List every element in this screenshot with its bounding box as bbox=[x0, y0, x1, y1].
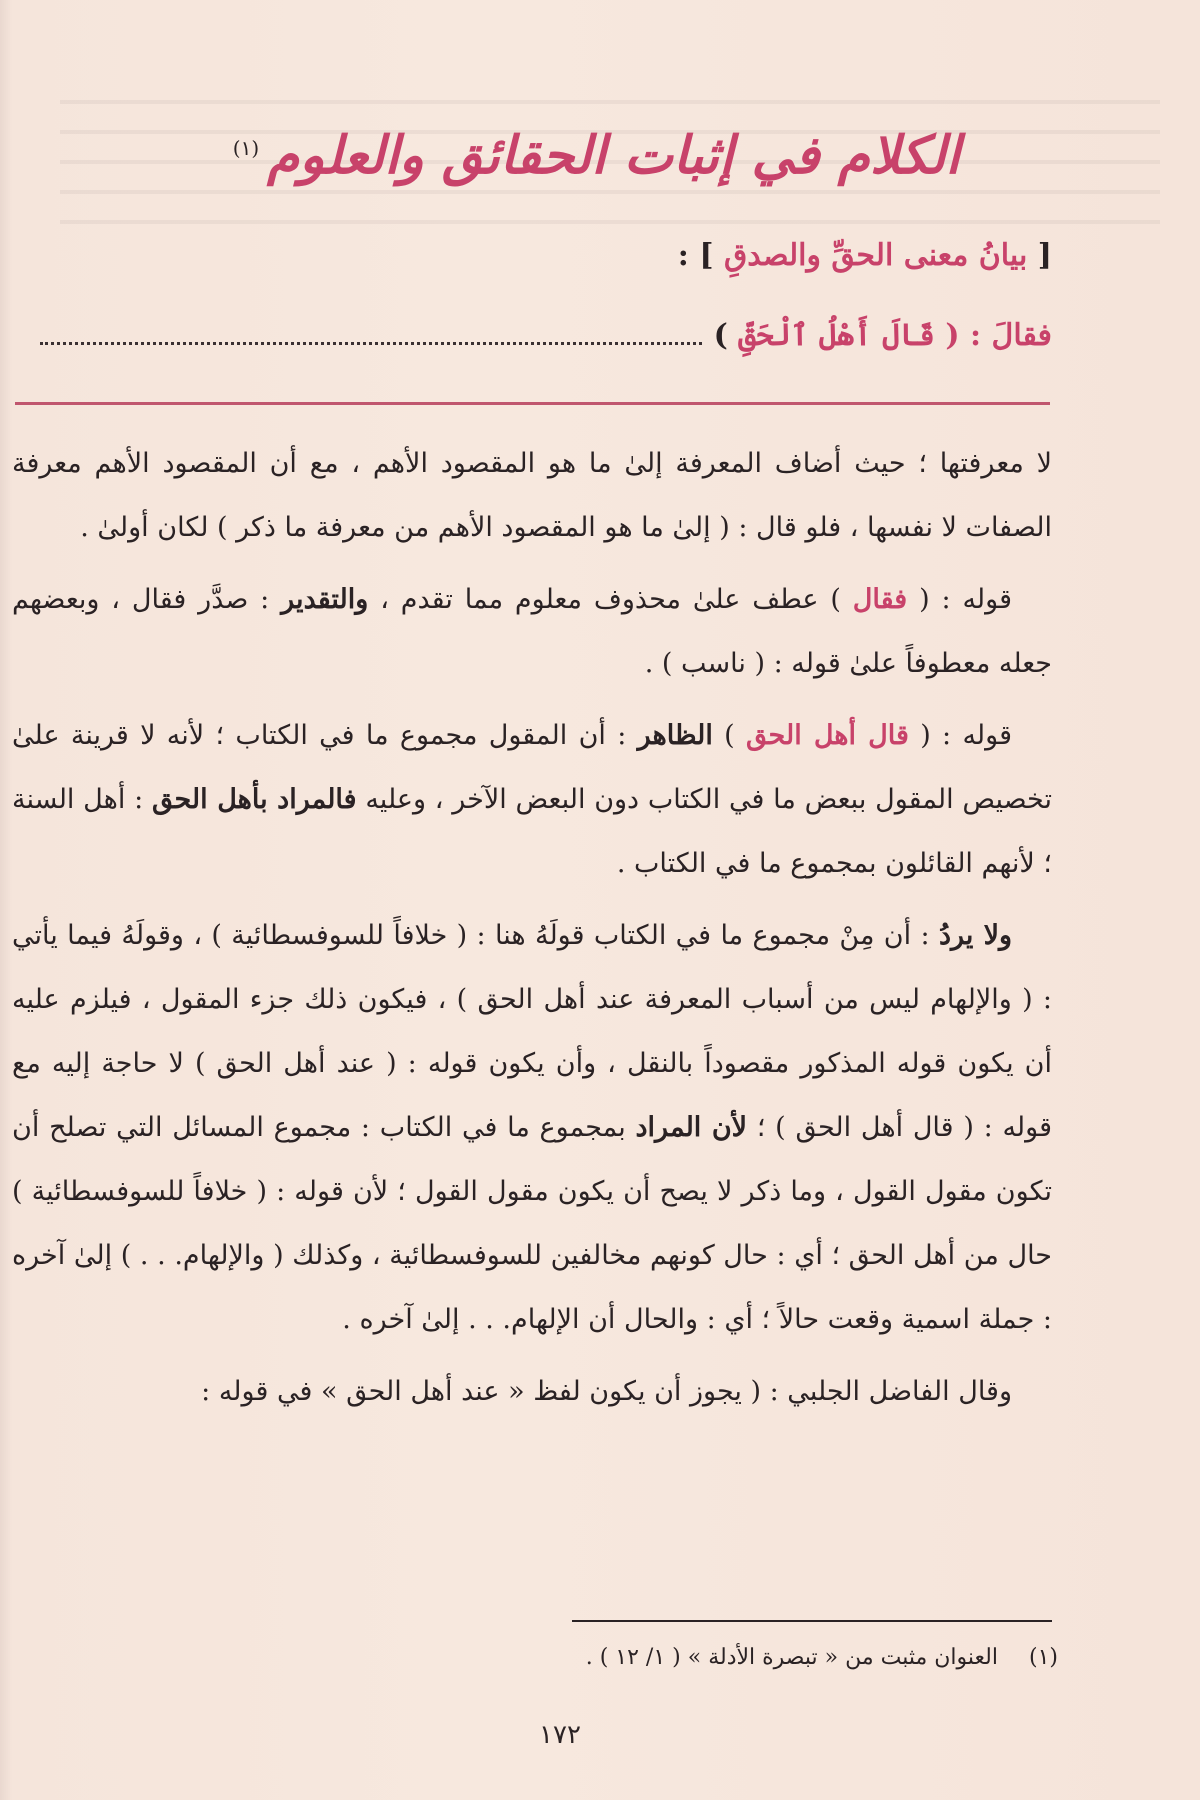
paragraph-p3 bbox=[12, 704, 1052, 896]
section-divider bbox=[15, 402, 1050, 405]
paragraph-p4 bbox=[12, 904, 1052, 1352]
paragraph-p1 bbox=[12, 432, 1052, 560]
heading-open-bracket: [ bbox=[1037, 238, 1052, 273]
matn-prefix: فقالَ : ( bbox=[945, 318, 1052, 353]
heading-text: بيانُ معنى الحقِّ والصدقِ bbox=[723, 238, 1028, 273]
quoted-matn: قال أهل الحق bbox=[746, 720, 909, 751]
paragraph-p2 bbox=[12, 568, 1052, 696]
text-segment: ) bbox=[712, 720, 747, 751]
page-number: ١٧٢ bbox=[539, 1720, 581, 1750]
matn-suffix: ) bbox=[713, 318, 728, 353]
heading-close: ] : bbox=[677, 238, 714, 273]
text-segment: : أهل السنة ؛ لأنهم القائلون بمجموع ما في الكتاب . bbox=[12, 784, 1052, 879]
dotted-leader bbox=[40, 341, 702, 345]
footnote-text: العنوان مثبت من « تبصرة الأدلة » ( ١/ ١٢ ) . bbox=[585, 1645, 998, 1670]
footnote-divider bbox=[572, 1620, 1052, 1622]
commentary-body bbox=[12, 432, 1052, 1432]
title-footnote-marker: (١) bbox=[232, 135, 260, 160]
text-segment: : أن مِنْ مجموع ما في الكتاب قولَهُ هنا : ( خلافاً للسوفسطائية ) ، وقولَهُ فيما يأتي : ( والإلهام ليس من أسباب المعرفة عند أهل الحق ) ، فيكون ذلك جزء المقول ، فيلزم عليه أن يكون قوله المذكور مقصوداً بالنقل ، وأن يكون قوله : ( عند أهل الحق ) لا حاجة إليه مع قوله : ( قال أهل الحق ) ؛ bbox=[12, 920, 1053, 1143]
bold-keyword: فالمراد بأهل الحق bbox=[151, 784, 357, 815]
bold-keyword: الظاهر bbox=[637, 720, 713, 751]
text-segment: : صدَّر فقال ، وبعضهم جعله معطوفاً علىٰ قوله : ( ناسب ) . bbox=[12, 584, 1052, 679]
text-segment: وقال الفاضل الجلبي : ( يجوز أن يكون لفظ « عند أهل الحق » في قوله : bbox=[201, 1376, 1012, 1407]
bold-keyword: ولا يردُ bbox=[938, 920, 1013, 951]
text-segment: لا معرفتها ؛ حيث أضاف المعرفة إلىٰ ما هو المقصود الأهم ، مع أن المقصود الأهم معرفة الصفات لا نفسها ، فلو قال : ( إلىٰ ما هو المقصود الأهم من معرفة ما ذكر ) لكان أولىٰ . bbox=[12, 448, 1052, 543]
chapter-title bbox=[232, 125, 960, 186]
text-segment: قوله : ( bbox=[907, 584, 1013, 615]
chapter-title-text: الكلام في إثبات الحقائق والعلوم bbox=[267, 125, 960, 186]
text-segment: بمجموع ما في الكتاب : مجموع المسائل التي تصلح أن تكون مقول القول ، وما ذكر لا يصح أن يكون مقول القول ؛ لأن قوله : ( خلافاً للسوفسطائية ) حال من أهل الحق ؛ أي : حال كونهم مخالفين للسوفسطائية ، وكذلك ( والإلهام. . . ) إلىٰ آخره : جملة اسمية وقعت حالاً ؛ أي : والحال أن الإلهام. . . إلىٰ آخره . bbox=[12, 1112, 1052, 1335]
bold-keyword: لأن المراد bbox=[635, 1112, 748, 1143]
footnote-marker: (١) bbox=[1028, 1645, 1058, 1670]
quoted-matn: فقال bbox=[852, 584, 908, 615]
footnote bbox=[586, 1645, 1058, 1670]
matn-quote: قَالَ أَهْلُ ٱلْحَقِّ bbox=[738, 318, 935, 353]
bold-keyword: والتقدير bbox=[281, 584, 369, 615]
text-segment: قوله : ( bbox=[908, 720, 1013, 751]
text-segment: : أن المقول مجموع ما في الكتاب ؛ لأنه لا قرينة علىٰ تخصيص المقول ببعض ما في الكتاب دون البعض الآخر ، وعليه bbox=[12, 720, 1052, 815]
text-segment: ) عطف علىٰ محذوف معلوم مما تقدم ، bbox=[368, 584, 853, 615]
paragraph-p5 bbox=[12, 1360, 1052, 1424]
matn-line bbox=[40, 318, 1052, 353]
section-heading bbox=[678, 238, 1052, 273]
